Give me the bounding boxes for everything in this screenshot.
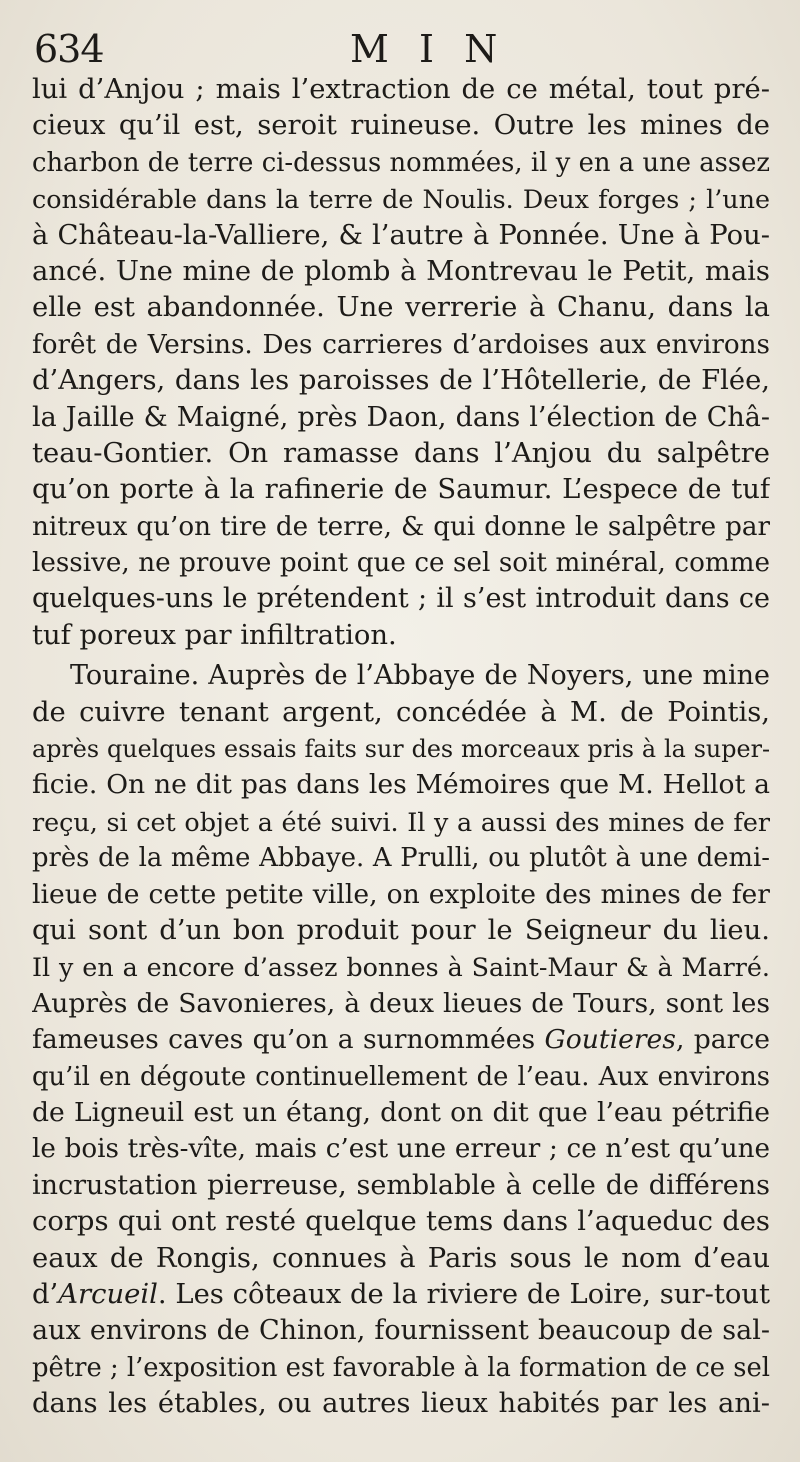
text-line: reçu, si cet objet a été suivi. Il y a aussi des mines de fer [32,806,770,837]
text-line: quelques-uns le prétendent ; il s’est introduit dans ce [32,583,770,615]
text-line: de Ligneuil est un étang, dont on dit que l’eau pétrifie [32,1096,770,1128]
text-run: , parce [675,1024,770,1056]
text-line: teau-Gontier. On ramasse dans l’Anjou du salpêtre [32,437,770,469]
text-line: la Jaille & Maigné, près Daon, dans l’élection de Châ- [32,401,770,433]
italic-term-arcueil: Arcueil [58,1278,158,1310]
text-line: lessive, ne prouve point que ce sel soit minéral, comme [32,548,770,579]
text-line: Auprès de Savonieres, à deux lieues de Tours, sont les [32,987,770,1019]
text-line: elle est abandonnée. Une verrerie à Chanu, dans la [32,292,770,324]
text-line: lui d’Anjou ; mais l’extraction de ce métal, tout pré- [32,74,770,105]
text-line: qui sont d’un bon produit pour le Seigneur du lieu. [32,914,770,946]
text-line: forêt de Versins. Des carrieres d’ardoises aux environs [32,329,770,360]
text-line: tuf poreux par infiltration. [32,619,397,651]
text-line: charbon de terre ci-dessus nommées, il y en a une assez [32,147,770,178]
text-line [32,1277,770,1313]
page-number: 634 [34,27,104,71]
text-line: qu’il en dégoute continuellement de l’eau. Aux environs [32,1061,770,1092]
text-line: corps qui ont resté quelque tems dans l’aqueduc des [32,1206,770,1238]
text-line: à Château-la-Valliere, & l’autre à Ponnée. Une à Pou- [32,219,770,251]
text-line: pêtre ; l’exposition est favorable à la formation de ce sel [32,1352,770,1383]
text-line: lieue de cette petite ville, on exploite des mines de fer [32,878,770,910]
text-line: nitreux qu’on tire de terre, & qui donne le salpêtre par [32,511,770,542]
text-line: ancé. Une mine de plomb à Montrevau le Petit, mais [32,255,770,287]
text-line: ficie. On ne dit pas dans les Mémoires que M. Hellot a [32,769,770,801]
text-line: le bois très-vîte, mais c’est une erreur ; ce n’est qu’une [32,1134,770,1165]
text-run: fameuses caves qu’on a surnommées [32,1024,545,1056]
text-line [32,1022,770,1058]
text-line: considérable dans la terre de Noulis. Deux forges ; l’une [32,184,770,215]
text-line: près de la même Abbaye. A Prulli, ou plutôt à une demi- [32,843,770,874]
text-line: cieux qu’il est, seroit ruineuse. Outre les mines de [32,110,770,142]
text-line: qu’on porte à la rafinerie de Saumur. L’espece de tuf [32,474,770,506]
text-line: dans les étables, ou autres lieux habités par les ani- [32,1388,770,1420]
paragraph-anjou [32,72,770,654]
text-line: eaux de Rongis, connues à Paris sous le nom d’eau [32,1242,770,1274]
text-line: aux environs de Chinon, fournissent beaucoup de sal- [32,1315,770,1347]
text-line: incrustation pierreuse, semblable à celle de différens [32,1169,770,1201]
paragraph-touraine [32,658,770,1422]
text-line: Il y en a encore d’assez bonnes à Saint-Maur & à Marré. [32,952,770,983]
text-line: d’Angers, dans les paroisses de l’Hôtellerie, de Flée, [32,365,770,397]
text-line: après quelques essais faits sur des morceaux pris à la super- [32,735,770,764]
italic-term-goutieres: Goutieres [544,1024,676,1056]
body-text [32,72,770,1422]
text-line: Touraine. Auprès de l’Abbaye de Noyers, une mine [70,660,770,692]
text-run: d’ [32,1278,59,1310]
running-head: M I N [350,27,507,71]
text-run: . Les côteaux de la riviere de Loire, sur-tout [157,1278,770,1310]
text-line: de cuivre tenant argent, concédée à M. de Pointis, [32,696,770,728]
page-header [32,20,770,72]
